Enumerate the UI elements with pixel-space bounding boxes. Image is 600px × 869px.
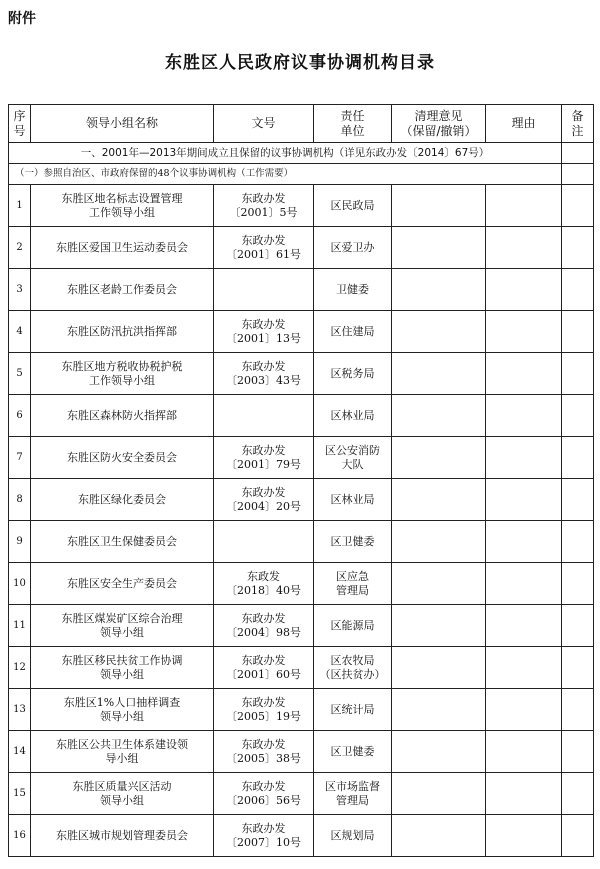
table-row xyxy=(9,773,594,815)
row-group-name: 东胜区移民扶贫工作协调 领导小组 xyxy=(31,647,214,689)
subsection-row xyxy=(9,164,594,185)
row-reason xyxy=(486,689,562,731)
row-serial: 16 xyxy=(9,815,31,857)
row-document-no: 东政办发 〔2006〕56号 xyxy=(214,773,314,815)
document-title: 东胜区人民政府议事协调机构目录 xyxy=(165,53,435,73)
table-row xyxy=(9,185,594,227)
row-document-no: 东政办发 〔2004〕20号 xyxy=(214,479,314,521)
row-reason xyxy=(486,269,562,311)
table-row xyxy=(9,353,594,395)
row-group-name: 东胜区卫生保健委员会 xyxy=(31,521,214,563)
header-reason: 理由 xyxy=(486,105,562,143)
row-serial: 3 xyxy=(9,269,31,311)
table-row xyxy=(9,521,594,563)
row-serial: 13 xyxy=(9,689,31,731)
row-remarks xyxy=(562,731,594,773)
row-responsible-unit: 区林业局 xyxy=(314,395,392,437)
row-group-name: 东胜区1%人口抽样调查 领导小组 xyxy=(31,689,214,731)
row-group-name: 东胜区公共卫生体系建设领 导小组 xyxy=(31,731,214,773)
row-serial: 12 xyxy=(9,647,31,689)
row-reason xyxy=(486,773,562,815)
table-row xyxy=(9,815,594,857)
row-cleanup-opinion xyxy=(392,563,486,605)
row-group-name: 东胜区绿化委员会 xyxy=(31,479,214,521)
section-heading: 一、2001年—2013年期间成立且保留的议事协调机构（详见东政办发〔2014〕67号） xyxy=(9,143,562,164)
row-serial: 5 xyxy=(9,353,31,395)
table-row xyxy=(9,479,594,521)
header-serial: 序 号 xyxy=(9,105,31,143)
row-reason xyxy=(486,227,562,269)
row-reason xyxy=(486,731,562,773)
row-document-no xyxy=(214,521,314,563)
table-row xyxy=(9,731,594,773)
row-cleanup-opinion xyxy=(392,353,486,395)
row-group-name: 东胜区老龄工作委员会 xyxy=(31,269,214,311)
row-cleanup-opinion xyxy=(392,311,486,353)
row-remarks xyxy=(562,395,594,437)
row-group-name: 东胜区城市规划管理委员会 xyxy=(31,815,214,857)
row-remarks xyxy=(562,689,594,731)
table-row xyxy=(9,605,594,647)
row-remarks xyxy=(562,227,594,269)
row-remarks xyxy=(562,311,594,353)
row-document-no: 东政发 〔2018〕40号 xyxy=(214,563,314,605)
header-remarks: 备 注 xyxy=(562,105,594,143)
row-remarks xyxy=(562,437,594,479)
row-group-name: 东胜区爱国卫生运动委员会 xyxy=(31,227,214,269)
row-group-name: 东胜区防火安全委员会 xyxy=(31,437,214,479)
row-responsible-unit: 区能源局 xyxy=(314,605,392,647)
row-serial: 7 xyxy=(9,437,31,479)
row-remarks xyxy=(562,353,594,395)
row-reason xyxy=(486,437,562,479)
row-group-name: 东胜区森林防火指挥部 xyxy=(31,395,214,437)
row-reason xyxy=(486,605,562,647)
row-remarks xyxy=(562,185,594,227)
table-row xyxy=(9,227,594,269)
row-responsible-unit: 区公安消防 大队 xyxy=(314,437,392,479)
row-document-no: 东政办发 〔2001〕61号 xyxy=(214,227,314,269)
subsection-heading: （一）参照自治区、市政府保留的48个议事协调机构（工作需要） xyxy=(9,164,562,185)
row-reason xyxy=(486,185,562,227)
row-responsible-unit: 区统计局 xyxy=(314,689,392,731)
row-cleanup-opinion xyxy=(392,521,486,563)
row-document-no: 东政办发 〔2005〕38号 xyxy=(214,731,314,773)
row-document-no: 东政办发 〔2003〕43号 xyxy=(214,353,314,395)
row-responsible-unit: 卫健委 xyxy=(314,269,392,311)
row-reason xyxy=(486,353,562,395)
row-cleanup-opinion xyxy=(392,395,486,437)
row-serial: 1 xyxy=(9,185,31,227)
header-document-no: 文号 xyxy=(214,105,314,143)
row-remarks xyxy=(562,269,594,311)
row-reason xyxy=(486,521,562,563)
row-reason xyxy=(486,395,562,437)
attachment-label: 附件 xyxy=(8,11,36,27)
row-cleanup-opinion xyxy=(392,437,486,479)
row-cleanup-opinion xyxy=(392,605,486,647)
row-reason xyxy=(486,311,562,353)
row-reason xyxy=(486,815,562,857)
row-serial: 10 xyxy=(9,563,31,605)
row-responsible-unit: 区林业局 xyxy=(314,479,392,521)
row-reason xyxy=(486,647,562,689)
row-responsible-unit: 区应急 管理局 xyxy=(314,563,392,605)
row-responsible-unit: 区规划局 xyxy=(314,815,392,857)
header-cleanup-opinion: 清理意见 （保留/撤销） xyxy=(392,105,486,143)
row-responsible-unit: 区卫健委 xyxy=(314,521,392,563)
table-row xyxy=(9,395,594,437)
row-document-no: 东政办发 〔2004〕98号 xyxy=(214,605,314,647)
row-cleanup-opinion xyxy=(392,227,486,269)
table-row xyxy=(9,437,594,479)
section-remarks-cell xyxy=(562,143,594,164)
row-group-name: 东胜区安全生产委员会 xyxy=(31,563,214,605)
header-row xyxy=(9,105,594,143)
row-document-no xyxy=(214,395,314,437)
row-reason xyxy=(486,479,562,521)
header-group-name: 领导小组名称 xyxy=(31,105,214,143)
row-cleanup-opinion xyxy=(392,689,486,731)
row-remarks xyxy=(562,605,594,647)
row-serial: 9 xyxy=(9,521,31,563)
table-row xyxy=(9,689,594,731)
row-document-no: 东政办发 〔2007〕10号 xyxy=(214,815,314,857)
row-group-name: 东胜区地名标志设置管理 工作领导小组 xyxy=(31,185,214,227)
row-responsible-unit: 区税务局 xyxy=(314,353,392,395)
row-remarks xyxy=(562,815,594,857)
row-group-name: 东胜区煤炭矿区综合治理 领导小组 xyxy=(31,605,214,647)
section-row xyxy=(9,143,594,164)
row-document-no: 东政办发 〔2001〕60号 xyxy=(214,647,314,689)
row-cleanup-opinion xyxy=(392,815,486,857)
row-document-no xyxy=(214,269,314,311)
row-responsible-unit: 区市场监督 管理局 xyxy=(314,773,392,815)
subsection-remarks-cell xyxy=(562,164,594,185)
row-cleanup-opinion xyxy=(392,269,486,311)
row-group-name: 东胜区防汛抗洪指挥部 xyxy=(31,311,214,353)
table-row xyxy=(9,563,594,605)
row-serial: 2 xyxy=(9,227,31,269)
row-responsible-unit: 区民政局 xyxy=(314,185,392,227)
row-document-no: 东政办发 〔2001〕13号 xyxy=(214,311,314,353)
table-row xyxy=(9,647,594,689)
row-cleanup-opinion xyxy=(392,647,486,689)
row-group-name: 东胜区地方税收协税护税 工作领导小组 xyxy=(31,353,214,395)
row-remarks xyxy=(562,773,594,815)
table-row xyxy=(9,311,594,353)
row-serial: 4 xyxy=(9,311,31,353)
row-cleanup-opinion xyxy=(392,773,486,815)
table-row xyxy=(9,269,594,311)
header-responsible-unit: 责任 单位 xyxy=(314,105,392,143)
row-document-no: 东政办发 〔2005〕19号 xyxy=(214,689,314,731)
row-remarks xyxy=(562,647,594,689)
row-document-no: 东政办发 〔2001〕5号 xyxy=(214,185,314,227)
row-document-no: 东政办发 〔2001〕79号 xyxy=(214,437,314,479)
row-cleanup-opinion xyxy=(392,731,486,773)
row-remarks xyxy=(562,521,594,563)
row-serial: 8 xyxy=(9,479,31,521)
row-serial: 15 xyxy=(9,773,31,815)
row-serial: 6 xyxy=(9,395,31,437)
row-responsible-unit: 区农牧局 （区扶贫办） xyxy=(314,647,392,689)
directory-table xyxy=(8,104,594,857)
row-group-name: 东胜区质量兴区活动 领导小组 xyxy=(31,773,214,815)
row-responsible-unit: 区爱卫办 xyxy=(314,227,392,269)
row-remarks xyxy=(562,479,594,521)
row-serial: 14 xyxy=(9,731,31,773)
row-cleanup-opinion xyxy=(392,185,486,227)
row-responsible-unit: 区住建局 xyxy=(314,311,392,353)
row-responsible-unit: 区卫健委 xyxy=(314,731,392,773)
row-serial: 11 xyxy=(9,605,31,647)
row-cleanup-opinion xyxy=(392,479,486,521)
row-remarks xyxy=(562,563,594,605)
row-reason xyxy=(486,563,562,605)
